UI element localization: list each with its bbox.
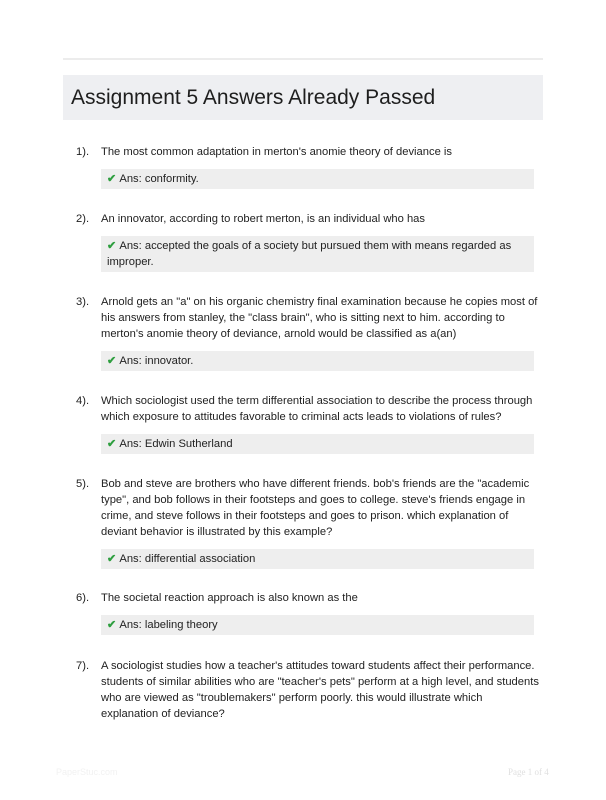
- answer-box: [101, 549, 534, 569]
- answer-text: Ans: Edwin Sutherland: [119, 438, 233, 450]
- check-icon: ✔: [107, 240, 117, 252]
- answer-box: [101, 615, 534, 635]
- question-item: [63, 211, 543, 272]
- question-item: [63, 144, 543, 189]
- question-number: 3).: [76, 296, 90, 308]
- check-icon: ✔: [107, 619, 117, 631]
- answer-box: [101, 351, 534, 371]
- page-indicator: Page 1 of 4: [508, 767, 549, 777]
- question-number: 7).: [76, 660, 90, 672]
- question-item: [63, 393, 543, 454]
- question-item: [63, 658, 543, 722]
- question-text: Bob and steve are brothers who have different friends. bob's friends are the "academic type", and bob follows in their footsteps and goes to college. steve's friends engage in crime, and steve follows in their footsteps and goes to prison. which explanation of deviant behavior is illustrated by this example?: [101, 478, 530, 538]
- question-text: The most common adaptation in merton's anomie theory of deviance is: [101, 146, 452, 158]
- answer-text: Ans: innovator.: [119, 355, 194, 367]
- answer-box: [101, 169, 534, 189]
- question-item: [63, 294, 543, 371]
- question-number: 4).: [76, 395, 90, 407]
- question-text: The societal reaction approach is also known as the: [101, 592, 358, 604]
- check-icon: ✔: [107, 553, 117, 565]
- footer-site: PaperStuc.com: [56, 767, 118, 777]
- answer-text: Ans: conformity.: [119, 173, 199, 185]
- question-text: Arnold gets an "a" on his organic chemistry final examination because he copies most of his answers from stanley, the "class brain", who is sitting next to him. according to merton's anomie theory of deviance, arnold would be classified as a(an): [101, 296, 538, 340]
- question-text: An innovator, according to robert merton, is an individual who has: [101, 213, 425, 225]
- answer-text: Ans: accepted the goals of a society but pursued them with means regarded as improper.: [107, 240, 512, 268]
- question-number: 2).: [76, 213, 90, 225]
- page-title: Assignment 5 Answers Already Passed: [71, 85, 436, 109]
- answer-text: Ans: labeling theory: [119, 619, 218, 631]
- check-icon: ✔: [107, 355, 117, 367]
- title-bar: [63, 75, 543, 120]
- question-text: A sociologist studies how a teacher's attitudes toward students affect their performance. students of similar abilities who are "teacher's pets" perform at a high level, and students who are viewed as "troublemakers" perform poorly. this would illustrate which explanation of deviance?: [101, 660, 539, 720]
- top-divider: [63, 58, 543, 60]
- question-number: 6).: [76, 592, 90, 604]
- answer-box: [101, 236, 534, 272]
- question-number: 1).: [76, 146, 90, 158]
- answer-box: [101, 434, 534, 454]
- question-text: Which sociologist used the term differential association to describe the process through which exposure to attitudes favorable to criminal acts leads to violations of rules?: [101, 395, 533, 423]
- answer-text: Ans: differential association: [119, 553, 256, 565]
- check-icon: ✔: [107, 173, 117, 185]
- question-item: [63, 590, 543, 635]
- question-item: [63, 476, 543, 569]
- check-icon: ✔: [107, 438, 117, 450]
- question-number: 5).: [76, 478, 90, 490]
